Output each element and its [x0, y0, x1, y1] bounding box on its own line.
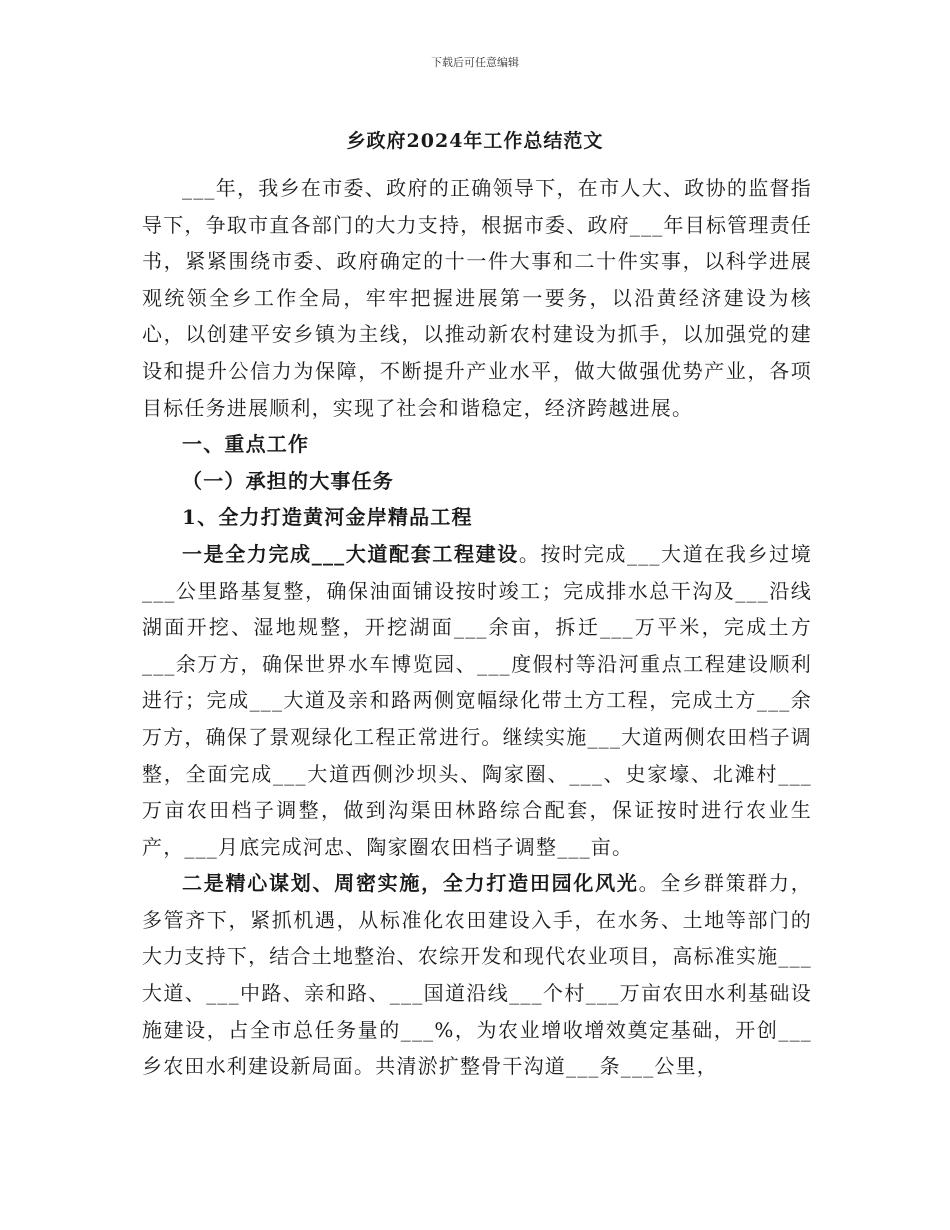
- subsection-heading: （一）承担的大事任务: [182, 468, 394, 493]
- document-title: 乡政府2024年工作总结范文: [346, 130, 604, 152]
- intro-paragraph: ___年，我乡在市委、政府的正确领导下，在市人大、政协的监督指导下，争取市直各部门的大力支持，根据市委、政府___年目标管理责任书，紧紧围绕市委、政府确定的十一件大事和二十件实事，以科学进展观统领全乡工作全局，牢牢把握进展第一要务，以沿黄经济建设为核心，以创建平安乡镇为主线，以推动新农村建设为抓手，以加强党的建设和提升公信力为保障，不断提升产业水平，做大做强优势产业，各项目标任务进展顺利，实现了社会和谐稳定，经济跨越进展。: [142, 176, 812, 420]
- document-body: [142, 170, 812, 1085]
- header-note: 下载后可任意编辑: [431, 56, 519, 69]
- section-heading: 一、重点工作: [182, 432, 310, 457]
- body-paragraph-1: 一是全力完成___大道配套工程建设。按时完成___大道在我乡过境___公里路基复整，确保油面铺设按时竣工；完成排水总干沟及___沿线湖面开挖、湿地规整，开挖湖面___余亩，拆迁___万平米，完成土方___余万方，确保世界水车博览园、___度假村等沿河重点工程建设顺利进行；完成___大道及亲和路两侧宽幅绿化带土方工程，完成土方___余万方，确保了景观绿化工程正常进行。继续实施___大道两侧农田档子调整，全面完成___大道西侧沙坝头、陶家圈、___、史家壕、北滩村___万亩农田档子调整，做到沟渠田林路综合配套，保证按时进行农业生产，___月底完成河忠、陶家圈农田档子调整___亩。: [142, 541, 812, 859]
- paragraph-lead: 一是全力完成___大道配套工程建设: [182, 541, 519, 566]
- body-paragraph-2: 二是精心谋划、周密实施，全力打造田园化风光。全乡群策群力，多管齐下，紧抓机遇，从标准化农田建设入手，在水务、土地等部门的大力支持下，结合土地整治、农综开发和现代农业项目，高标准实施___大道、___中路、亲和路、___国道沿线___个村___万亩农田水利基础设施建设，占全市总任务量的___%，为农业增收增效奠定基础，开创___乡农田水利建设新局面。共清淤扩整骨干沟道___条___公里，: [142, 871, 812, 1079]
- item-heading: 1、全力打造黄河金岸精品工程: [182, 505, 473, 530]
- paragraph-lead: 二是精心谋划、周密实施，全力打造田园化风光: [182, 871, 639, 896]
